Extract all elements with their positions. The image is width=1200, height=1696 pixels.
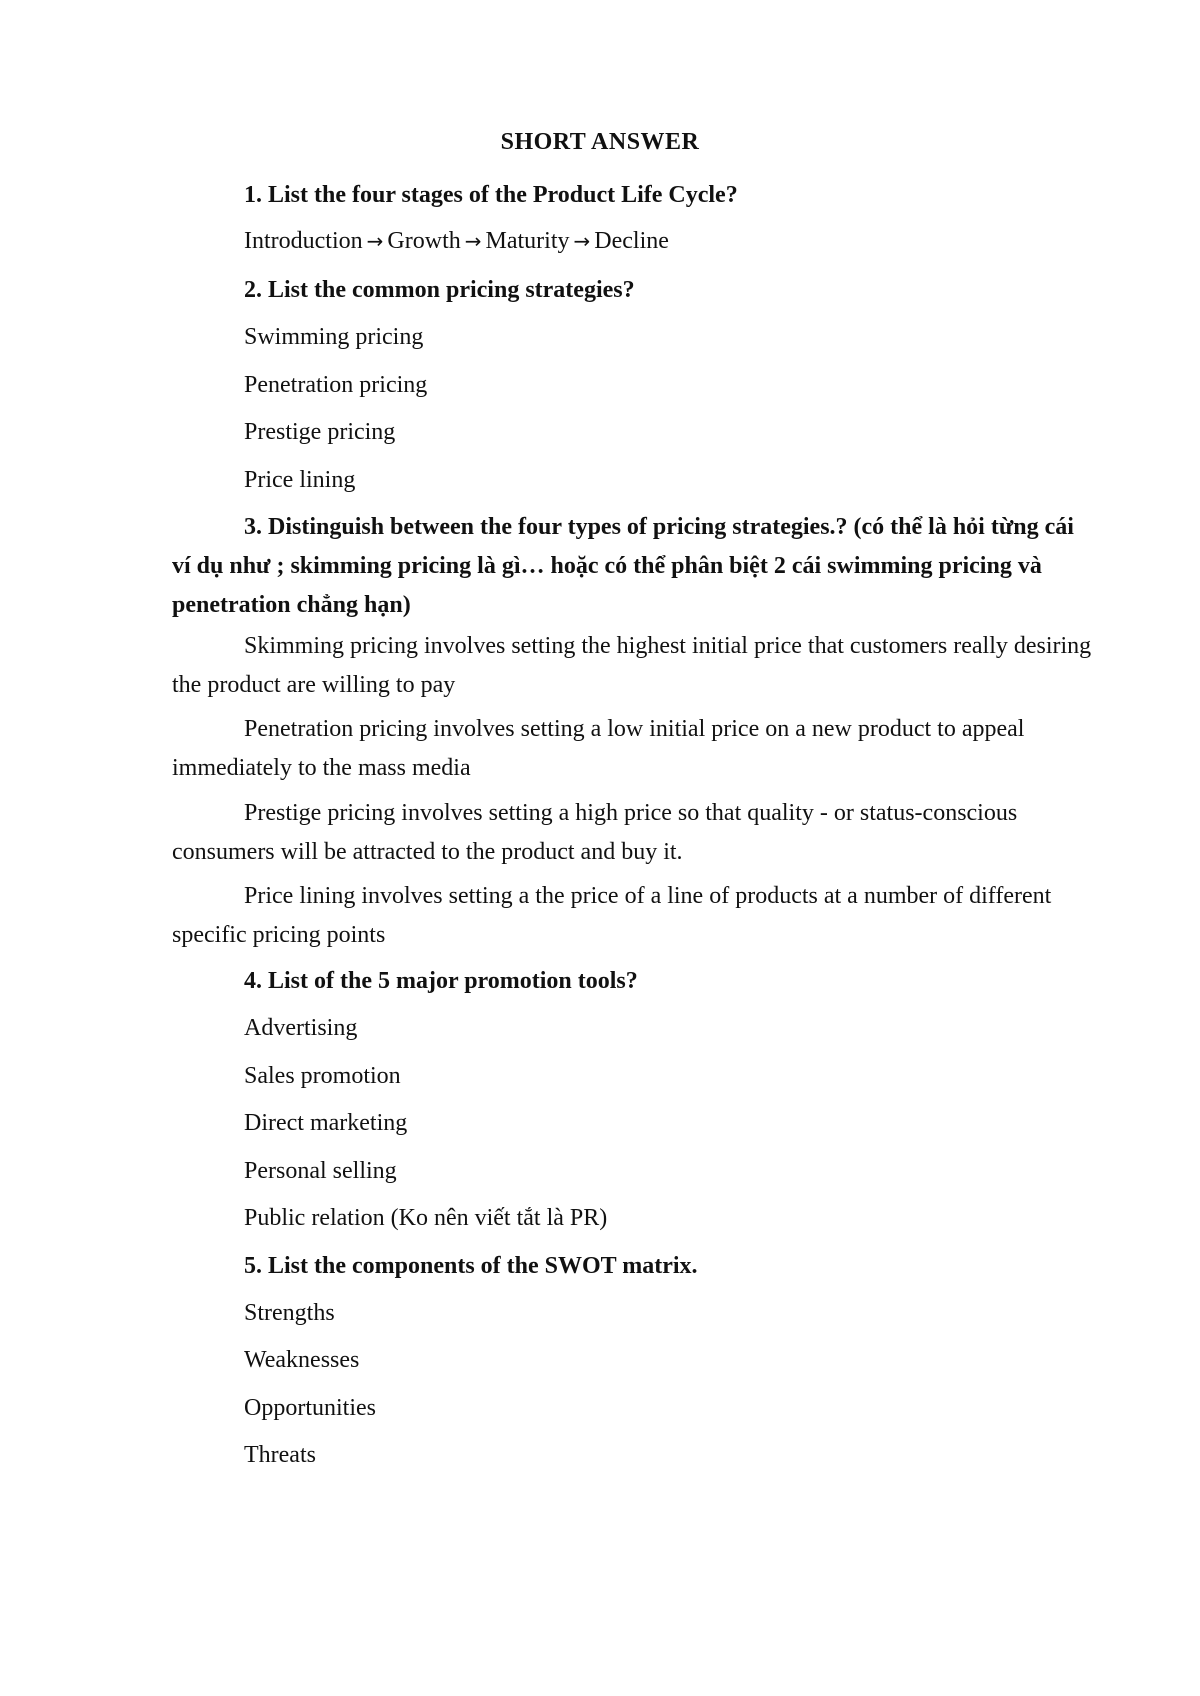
- list-item: Public relation (Ko nên viết tắt là PR): [244, 1205, 608, 1231]
- list-item: Strengths: [244, 1300, 335, 1326]
- arrow-right-icon: →: [464, 229, 482, 253]
- arrow-right-icon: →: [573, 229, 591, 253]
- stage-maturity: Maturity: [485, 228, 570, 254]
- stage-decline: Decline: [594, 228, 669, 254]
- question-2: 2. List the common pricing strategies?: [244, 277, 635, 303]
- list-item: Advertising: [244, 1015, 358, 1041]
- list-item: Personal selling: [244, 1158, 397, 1184]
- list-item: Price lining: [244, 467, 356, 493]
- stage-growth: Growth: [387, 228, 461, 254]
- arrow-right-icon: →: [366, 229, 384, 253]
- answer-paragraph: Prestige pricing involves setting a high price so that quality - or status-conscious consumers will be attracted to the product and buy it.: [172, 800, 1018, 865]
- list-item: Threats: [244, 1442, 316, 1468]
- question-4: 4. List of the 5 major promotion tools?: [244, 968, 638, 994]
- answer-paragraph: Penetration pricing involves setting a low initial price on a new product to appeal immediately to the mass media: [172, 716, 1025, 781]
- answer-paragraph: Price lining involves setting a the price of a line of products at a number of different specific pricing points: [172, 883, 1052, 948]
- list-item: Penetration pricing: [244, 372, 428, 398]
- plc-stages: [244, 226, 669, 256]
- question-3: 3. Distinguish between the four types of pricing strategies.? (có thể là hỏi từng cái ví dụ như ; skimming pricing là gì… hoặc có thể phân biệt 2 cái swimming pricing và penetration chẳng hạn): [172, 514, 1074, 618]
- list-item: Opportunities: [244, 1395, 376, 1421]
- answer-paragraph: Skimming pricing involves setting the highest initial price that customers really desiring the product are willing to pay: [172, 633, 1092, 698]
- list-item: Prestige pricing: [244, 419, 396, 445]
- stage-introduction: Introduction: [244, 228, 363, 254]
- page-title: SHORT ANSWER: [500, 129, 700, 155]
- list-item: Sales promotion: [244, 1063, 401, 1089]
- question-5: 5. List the components of the SWOT matrix.: [244, 1253, 698, 1279]
- list-item: Direct marketing: [244, 1110, 408, 1136]
- list-item: Weaknesses: [244, 1347, 360, 1373]
- list-item: Swimming pricing: [244, 324, 424, 350]
- question-1: 1. List the four stages of the Product Life Cycle?: [244, 182, 738, 208]
